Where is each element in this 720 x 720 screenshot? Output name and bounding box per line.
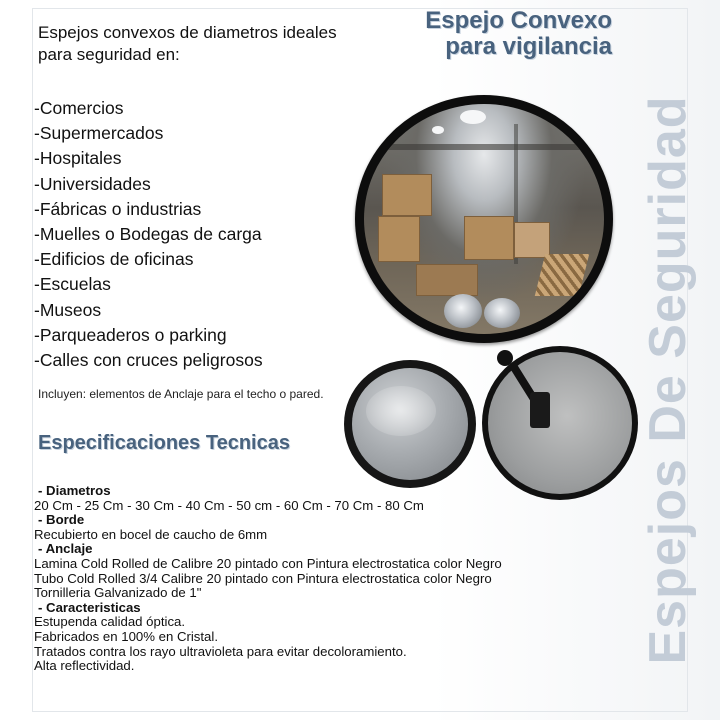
- list-item: -Museos: [34, 299, 102, 320]
- title-line-2: para vigilancia: [445, 33, 612, 60]
- spec-line: Tubo Cold Rolled 3/4 Calibre 20 pintado con Pintura electrostatica color Negro: [34, 570, 492, 586]
- intro-text: Espejos convexos de diametros ideales para seguridad en:: [38, 23, 337, 64]
- spec-heading-borde: - Borde: [38, 512, 85, 528]
- convex-mirror-image: [355, 95, 613, 343]
- list-item: -Fábricas o industrias: [34, 198, 202, 219]
- spec-line: Recubierto en bocel de caucho de 6mm: [34, 526, 268, 542]
- spec-heading-diametros: - Diametros: [38, 483, 111, 498]
- specs-heading: Especificaciones Tecnicas: [38, 432, 290, 454]
- mounted-mirror-image: [482, 346, 638, 500]
- list-item: -Calles con cruces peligrosos: [34, 350, 263, 371]
- specs-block: [34, 484, 654, 674]
- list-item: -Parqueaderos o parking: [34, 324, 227, 345]
- list-item: -Comercios: [34, 98, 124, 118]
- list-item: -Universidades: [34, 173, 151, 194]
- spec-heading-anclaje: - Anclaje: [38, 541, 93, 557]
- list-item: -Escuelas: [34, 274, 111, 295]
- anchor-note: Incluyen: elementos de Anclaje para el techo o pared.: [38, 387, 324, 401]
- spec-line: Fabricados en 100% en Cristal.: [34, 628, 218, 644]
- mirror-reflection: [364, 104, 604, 334]
- bracket-plate: [530, 392, 550, 428]
- spec-line: Estupenda calidad óptica.: [34, 614, 186, 630]
- spec-heading-caracteristicas: - Caracteristicas: [38, 599, 141, 615]
- title-line-1: Espejo Convexo: [425, 7, 612, 34]
- uses-list: [34, 96, 354, 373]
- list-item: -Hospitales: [34, 148, 122, 169]
- flyer-title: [350, 8, 612, 60]
- list-item: -Muelles o Bodegas de carga: [34, 224, 262, 245]
- spec-line: Lamina Cold Rolled de Calibre 20 pintado con Pintura electrostatica color Negro: [34, 555, 502, 571]
- list-item: -Supermercados: [34, 123, 164, 144]
- spec-line: Tratados contra los rayo ultravioleta para evitar decoloramiento.: [34, 643, 407, 659]
- spec-line: 20 Cm - 25 Cm - 30 Cm - 40 Cm - 50 cm - 60 Cm - 70 Cm - 80 Cm: [34, 497, 424, 513]
- spec-line: Alta reflectividad.: [34, 658, 135, 674]
- small-mirror-image: [344, 360, 476, 488]
- spec-line: Tornilleria Galvanizado de 1": [34, 585, 202, 601]
- vertical-title: Espejos De Seguridad: [639, 95, 697, 665]
- list-item: -Edificios de oficinas: [34, 249, 194, 270]
